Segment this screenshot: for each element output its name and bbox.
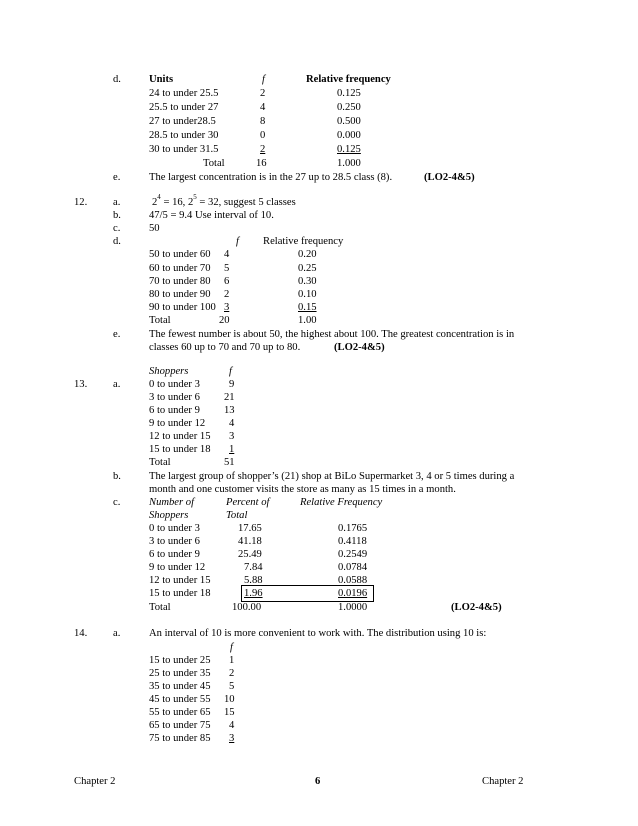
table-row-f: 1 (229, 655, 235, 666)
table-row-f: 9 (229, 379, 235, 390)
answer-text: 50 (149, 223, 160, 234)
item-letter-d: d. (113, 236, 121, 247)
table-row-f: 3 (229, 733, 235, 744)
total-f: 51 (224, 457, 235, 468)
table-row-rel: 0.125 (337, 88, 361, 99)
learning-objective: (LO2-4&5) (334, 342, 385, 353)
table-row-class: 6 to under 9 (149, 549, 200, 560)
answer-text: The largest group of shopper’s (21) shop at BiLo Supermarket 3, 4 or 5 times during a (149, 471, 515, 482)
table-row-class: 65 to under 75 (149, 720, 211, 731)
table-row-class: 25 to under 35 (149, 668, 211, 679)
table-row-f: 21 (224, 392, 235, 403)
table-row-class: 6 to under 9 (149, 405, 200, 416)
table-row-percent: 41.18 (238, 536, 262, 547)
table-row-class: 55 to under 65 (149, 707, 211, 718)
answer-text: 47/5 = 9.4 Use interval of 10. (149, 210, 274, 221)
answer-text: $2^4 = 16$, $2^5 = 32$, suggest 5 classes (152, 193, 296, 208)
table-row-class: 3 to under 6 (149, 392, 200, 403)
table-row-class: 12 to under 15 (149, 575, 211, 586)
table-row-f: 4 (229, 720, 235, 731)
table-row-percent: 5.88 (244, 575, 263, 586)
table-row-rel: 0.0196 (338, 588, 368, 599)
table-row-rel: 0.0588 (338, 575, 368, 586)
footer-left: Chapter 2 (74, 776, 116, 787)
problem-number-13: 13. (74, 379, 88, 390)
footer-right: Chapter 2 (482, 776, 524, 787)
table-row-rel: 0.0784 (338, 562, 368, 573)
table-row-class: 15 to under 25 (149, 655, 211, 666)
column-header: Total (226, 510, 248, 521)
f-header: f (230, 642, 233, 653)
table-row-class: 3 to under 6 (149, 536, 200, 547)
table-row-percent: 25.49 (238, 549, 262, 560)
table-row-class: 28.5 to under 30 (149, 130, 219, 141)
table-row-class: 9 to under 12 (149, 418, 206, 429)
table-row-f: 0 (260, 130, 266, 141)
f-header: f (236, 236, 239, 247)
highlight-box (241, 585, 374, 602)
table-row-rel: 0.125 (337, 144, 361, 155)
table-row-class: 0 to under 3 (149, 379, 200, 390)
table-row-f: 6 (224, 276, 230, 287)
table-row-f: 2 (260, 88, 266, 99)
table-row-f: 15 (224, 707, 235, 718)
total-label: Total (149, 315, 171, 326)
table-row-percent: 17.65 (238, 523, 262, 534)
table-row-f: 3 (224, 302, 230, 313)
item-letter-d: d. (113, 74, 121, 85)
f-header: f (262, 74, 265, 85)
table-row-class: 25.5 to under 27 (149, 102, 219, 113)
table-row-f: 4 (224, 249, 230, 260)
answer-text: month and one customer visits the store as many as 15 times in a month. (149, 484, 456, 495)
table-row-f: 4 (229, 418, 235, 429)
total-rel: 1.00 (298, 315, 317, 326)
table-row-rel: 0.20 (298, 249, 317, 260)
column-header: Percent of (226, 497, 270, 508)
item-letter-c: c. (113, 223, 121, 234)
table-row-class: 90 to under 100 (149, 302, 216, 313)
table-row-rel: 0.4118 (338, 536, 367, 547)
column-header: Shoppers (149, 510, 189, 521)
table-row-f: 2 (229, 668, 235, 679)
table-row-class: 27 to under28.5 (149, 116, 216, 127)
total-rel: 1.000 (337, 158, 361, 169)
table-row-class: 24 to under 25.5 (149, 88, 219, 99)
learning-objective: (LO2-4&5) (424, 172, 475, 183)
learning-objective: (LO2-4&5) (451, 602, 502, 613)
table-row-class: 75 to under 85 (149, 733, 211, 744)
answer-text: classes 60 up to 70 and 70 up to 80. (149, 342, 301, 353)
answer-text: The fewest number is about 50, the highest about 100. The greatest concentration is in (149, 329, 515, 340)
table-row-class: 45 to under 55 (149, 694, 211, 705)
item-letter-e: e. (113, 172, 121, 183)
table-row-class: 9 to under 12 (149, 562, 206, 573)
total-label: Total (203, 158, 225, 169)
table-row-f: 5 (224, 263, 230, 274)
relative-frequency-header: Relative frequency (263, 236, 344, 247)
table-row-f: 1 (229, 444, 235, 455)
table-row-class: 60 to under 70 (149, 263, 211, 274)
shoppers-header: Shoppers (149, 366, 189, 377)
item-letter-c: c. (113, 497, 121, 508)
table-row-f: 4 (260, 102, 266, 113)
table-row-class: 50 to under 60 (149, 249, 211, 260)
total-label: Total (149, 602, 171, 613)
table-row-f: 8 (260, 116, 266, 127)
column-header: Relative Frequency (300, 497, 383, 508)
total-f: 20 (219, 315, 230, 326)
table-row-f: 10 (224, 694, 235, 705)
total-percent: 100.00 (232, 602, 262, 613)
page-number: 6 (315, 776, 321, 787)
table-row-rel: 0.500 (337, 116, 361, 127)
total-label: Total (149, 457, 171, 468)
item-letter-e: e. (113, 329, 121, 340)
table-row-rel: 0.250 (337, 102, 361, 113)
f-header: f (229, 366, 232, 377)
table-row-f: 5 (229, 681, 235, 692)
table-row-rel: 0.10 (298, 289, 317, 300)
table-row-f: 3 (229, 431, 235, 442)
table-row-f: 2 (224, 289, 230, 300)
column-header: Number of (149, 497, 195, 508)
relative-frequency-header: Relative frequency (306, 74, 391, 85)
table-row-percent: 7.84 (244, 562, 263, 573)
table-row-class: 15 to under 18 (149, 444, 211, 455)
table-row-class: 80 to under 90 (149, 289, 211, 300)
item-letter-a: a. (113, 379, 121, 390)
table-row-rel: 0.25 (298, 263, 317, 274)
table-row-class: 15 to under 18 (149, 588, 211, 599)
item-letter-a: a. (113, 197, 121, 208)
total-rel: 1.0000 (338, 602, 368, 613)
item-letter-b: b. (113, 471, 121, 482)
table-row-rel: 0.15 (298, 302, 317, 313)
table-row-class: 35 to under 45 (149, 681, 211, 692)
table-row-rel: 0.2549 (338, 549, 368, 560)
units-header: Units (149, 74, 174, 85)
problem-number-14: 14. (74, 628, 88, 639)
table-row-f: 13 (224, 405, 235, 416)
total-f: 16 (256, 158, 267, 169)
item-letter-b: b. (113, 210, 121, 221)
table-row-f: 2 (260, 144, 266, 155)
answer-text: An interval of 10 is more convenient to work with. The distribution using 10 is: (149, 628, 487, 639)
table-row-class: 70 to under 80 (149, 276, 211, 287)
table-row-rel: 0.1765 (338, 523, 368, 534)
item-letter-a: a. (113, 628, 121, 639)
table-row-percent: 1.96 (244, 588, 263, 599)
table-row-class: 30 to under 31.5 (149, 144, 219, 155)
answer-text: The largest concentration is in the 27 up to 28.5 class (8). (149, 172, 393, 183)
problem-number-12: 12. (74, 197, 88, 208)
table-row-rel: 0.000 (337, 130, 361, 141)
table-row-class: 12 to under 15 (149, 431, 211, 442)
table-row-rel: 0.30 (298, 276, 317, 287)
table-row-class: 0 to under 3 (149, 523, 200, 534)
